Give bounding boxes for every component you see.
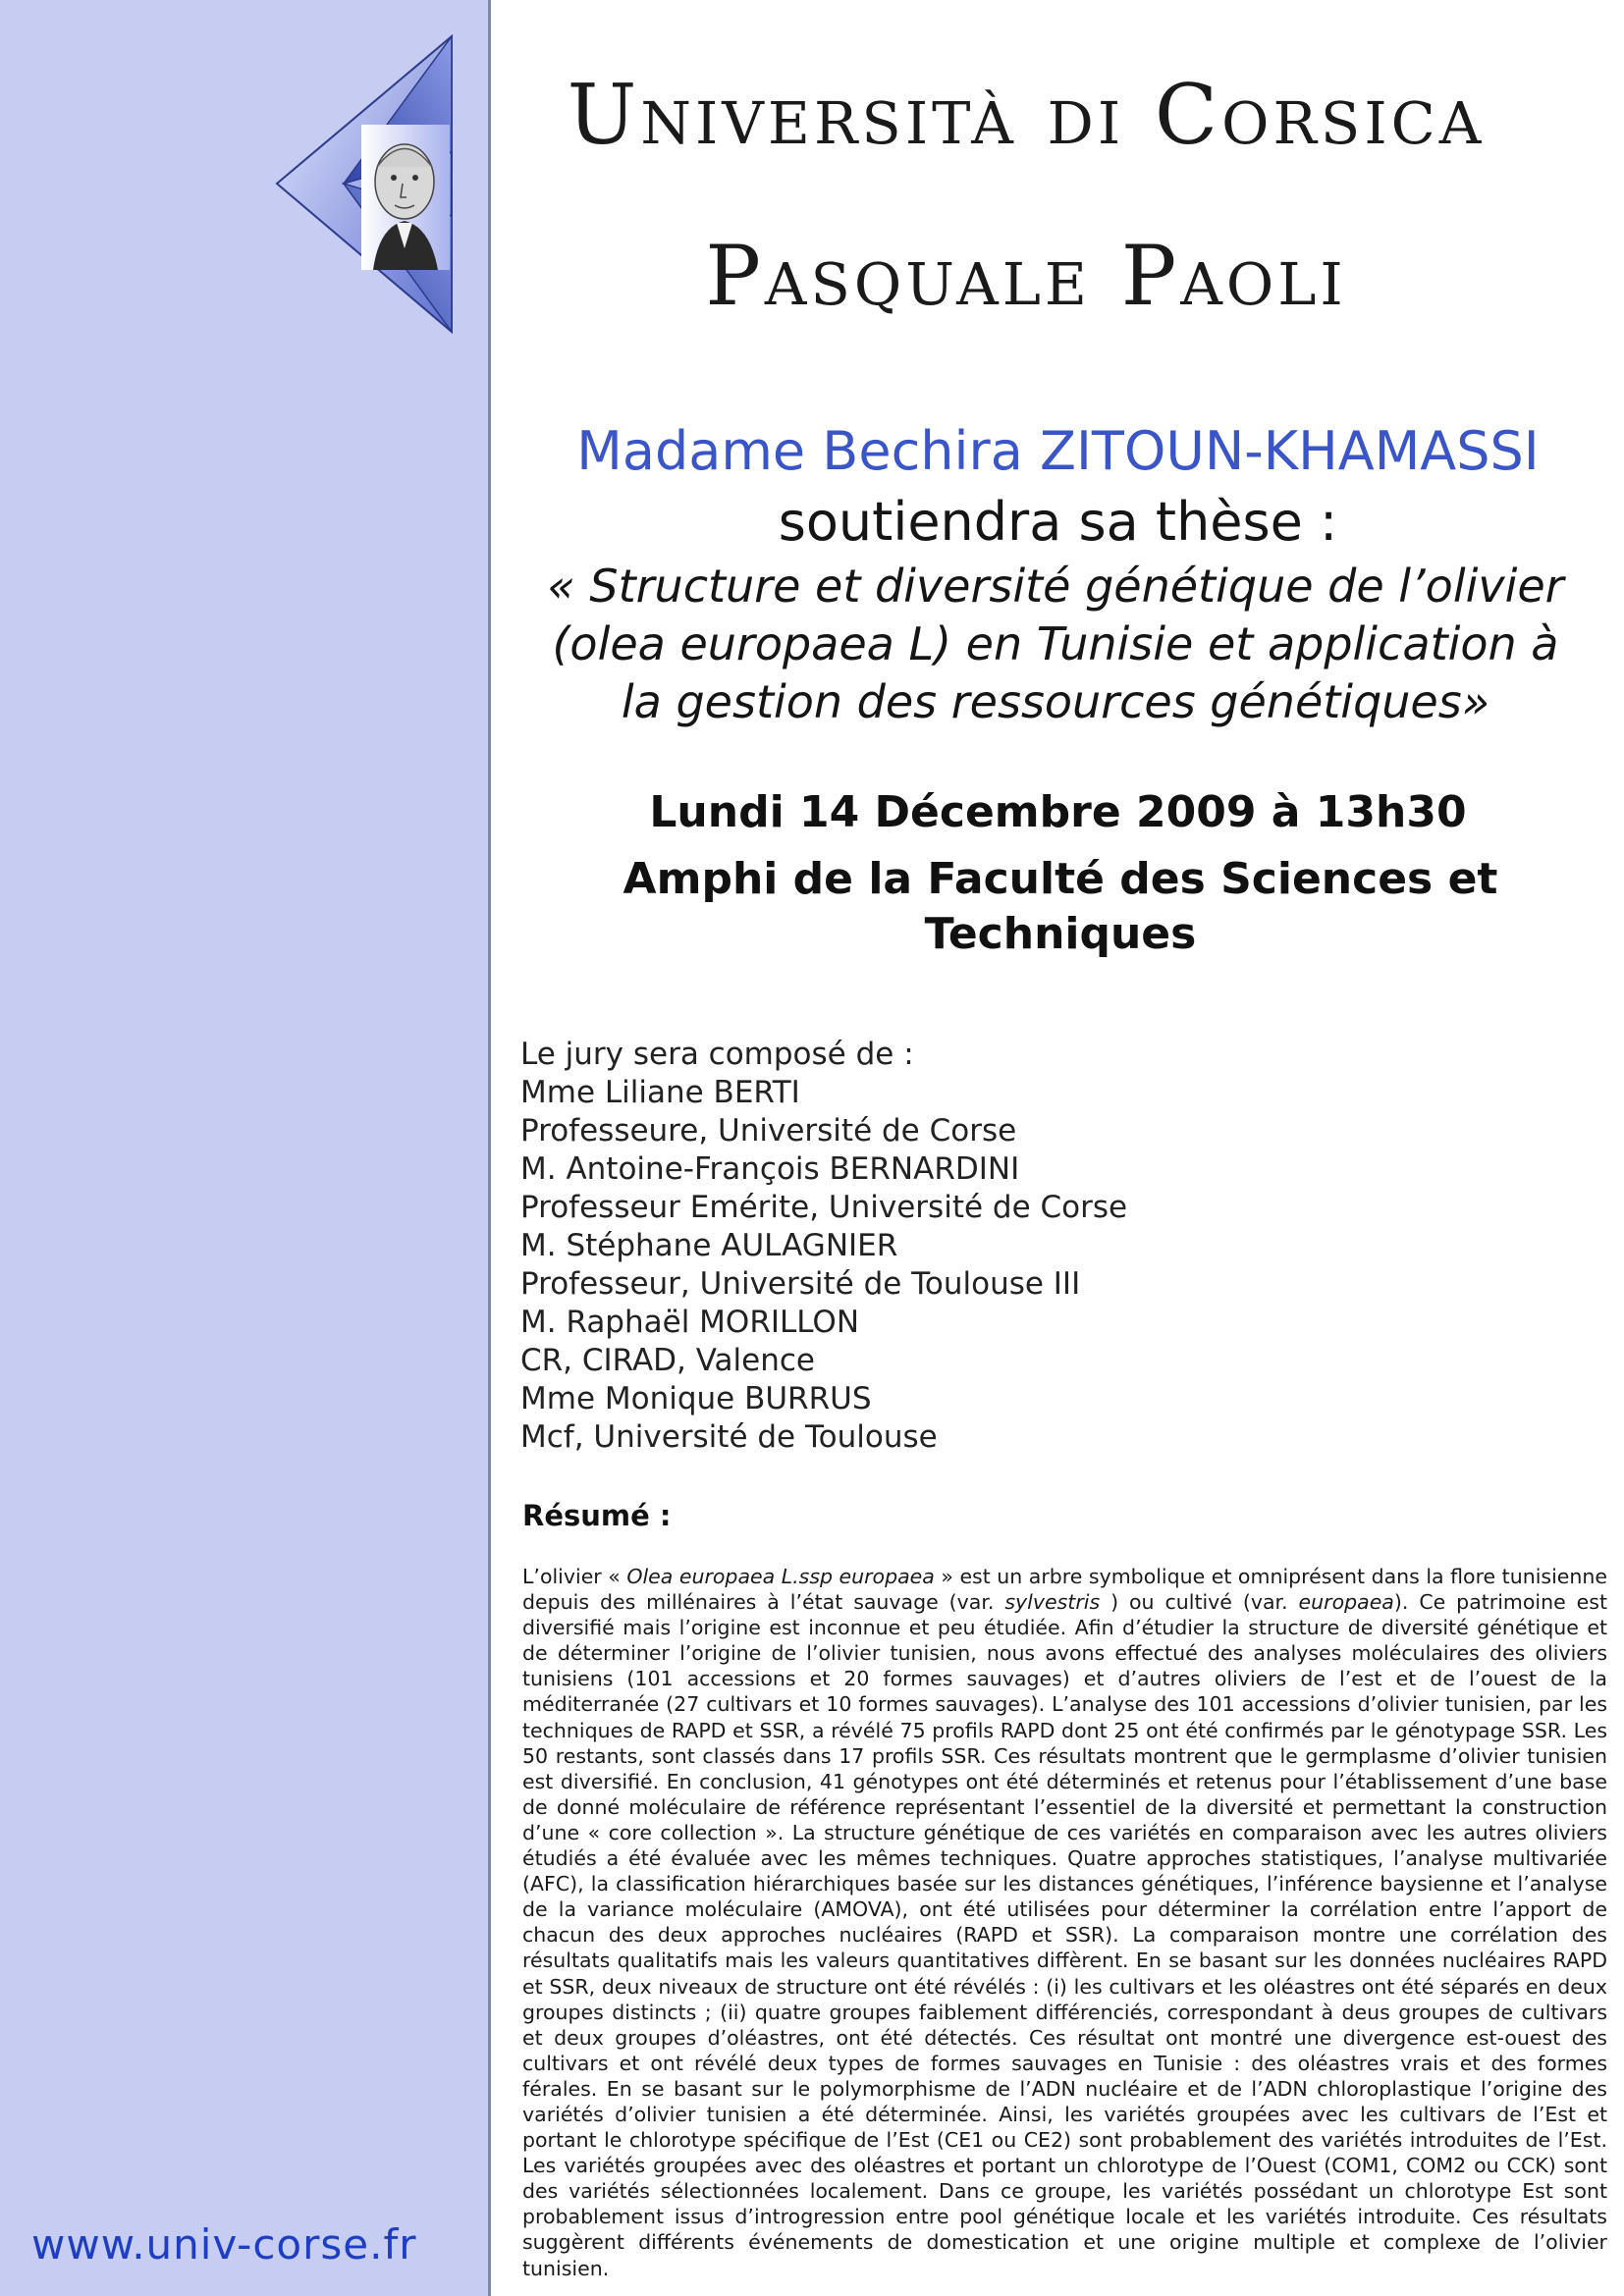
abstract-heading: Résumé : <box>522 1499 672 1532</box>
defense-announcement: soutiendra sa thèse : <box>778 491 1338 553</box>
candidate-name: Madame Bechira ZITOUN-KHAMASSI <box>576 420 1540 482</box>
jury-line: M. Stéphane AULAGNIER <box>520 1228 898 1263</box>
jury-list <box>520 1036 1127 1457</box>
sidebar-divider <box>488 0 491 2296</box>
abstract-text: ) ou cultivé (var. <box>1100 1590 1299 1615</box>
jury-line: M. Antoine-François BERNARDINI <box>520 1151 1020 1187</box>
abstract-text: ). Ce patrimoine est diversifié mais l’origine est inconnue et peu étudiée. Afin d’étudier la structure de diversité génétique et de déterminer l’origine de l’olivier tunisien, nous avons effectué des analyses moléculaires des oliviers tunisiens (101 accessions et 20 formes sauvages) et d’autres oliviers de l’est et de l’ouest de la méditerranée (27 cultivars et 10 formes sauvages). L’analyse des 101 accessions d’olivier tunisien, par les techniques de RAPD et SSR, a révélé 75 profils RAPD dont 25 ont été confirmés par le génotypage SSR. Les 50 restants, sont classés dans 17 profils SSR. Ces résultats montrent que le germplasme d’olivier tunisien est diversifié. En conclusion, 41 génotypes ont été déterminés et retenus pour l’établissement d’une base de donné moléculaire de référence représentant l’essentiel de la diversité et permettant la construction d’une « core collection ». La structure génétique de ces variétés en comparaison avec les autres oliviers étudiés a été évaluée avec les mêmes techniques. Quatre approches statistiques, l’analyse multivariée (AFC), la classification hiérarchiques basée sur les distances génétiques, l’inférence baysienne et l’analyse de la variance moléculaire (AMOVA), ont été utilisées pour déterminer la corrélation entre l’apport de chacun des deux approches nucléaires (RAPD et SSR). La comparaison montre une corrélation des résultats qualitatifs mais les valeurs quantitatives diffèrent. En se basant sur les données nucléaires RAPD et SSR, deux niveaux de structure ont été révélés : (i) les cultivars et les oléastres ont été séparés en deux groupes distincts ; (ii) quatre groupes faiblement différenciés, correspondant à deus groupes de cultivars et deux groupes d’oléastres, ont été détectés. Ces résultat ont montré une divergence est-ouest des cultivars et ont révélé deux types de formes sauvages en Tunisie : des oléastres vrais et des formes férales. En se basant sur le polymorphisme de l’ADN nucléaire et de l’ADN chloroplastique l’origine des variétés d’olivier tunisien a été déterminée. Ainsi, les variétés groupées avec les cultivars de l’Est et portant le chlorotype spécifique de l’Est (CE1 ou CE2) sont probablement des variétés introduites de l’Est. Les variétés groupées avec des oléastres et portant un chlorotype de l’Ouest (COM1, COM2 ou CCK) sont des variétés sélectionnées localement. Dans ce groupe, les variétés possédant un chlorotype Est sont probablement issus d’introgression entre pool génétique locale et les variétés introduite. Ces résultats suggèrent différents événements de domestication et une origine multiple et complexe de l’olivier tunisien. <box>522 1590 1607 2280</box>
abstract-variety-wild: sylvestris <box>1004 1590 1101 1615</box>
jury-intro: Le jury sera composé de : <box>520 1037 914 1072</box>
jury-line: Mme Liliane BERTI <box>520 1075 800 1110</box>
defense-date: Lundi 14 Décembre 2009 à 13h30 <box>649 787 1467 837</box>
abstract-variety-cultivated: europaea <box>1298 1590 1394 1615</box>
university-name-line2 <box>0 228 1624 324</box>
jury-line: Mcf, Université de Toulouse <box>520 1419 938 1455</box>
jury-line: Professeur Emérite, Université de Corse <box>520 1190 1128 1225</box>
abstract-body <box>522 1564 1607 2281</box>
jury-line: Mme Monique BURRUS <box>520 1381 872 1416</box>
left-sidebar-band <box>0 0 489 2296</box>
thesis-title: « Structure et diversité génétique de l’olivier (olea europaea L) en Tunisie et application à la gestion des ressources génétiques» <box>547 560 1564 728</box>
abstract-text: L’olivier « <box>522 1565 627 1588</box>
defense-venue: Amphi de la Faculté des Sciences et Techniques <box>623 854 1498 959</box>
jury-line: Professeure, Université de Corse <box>520 1113 1017 1148</box>
abstract-species-name: Olea europaea L.ssp europaea <box>626 1565 935 1588</box>
jury-line: CR, CIRAD, Valence <box>520 1343 815 1378</box>
abstract-text: » est un arbre symbolique et omniprésent dans la flore tunisienne depuis des millénaires à l’état sauvage (var. <box>522 1565 1607 1615</box>
jury-line: M. Raphaël MORILLON <box>520 1305 860 1340</box>
jury-line: Professeur, Université de Toulouse III <box>520 1266 1081 1302</box>
university-name-line2-text: Pasquale Paoli <box>705 228 1347 324</box>
website-link[interactable]: www.univ-corse.fr <box>31 2220 417 2269</box>
university-name-line1 <box>0 67 1624 163</box>
university-name-line1-text: Università di Corsica <box>567 67 1486 163</box>
